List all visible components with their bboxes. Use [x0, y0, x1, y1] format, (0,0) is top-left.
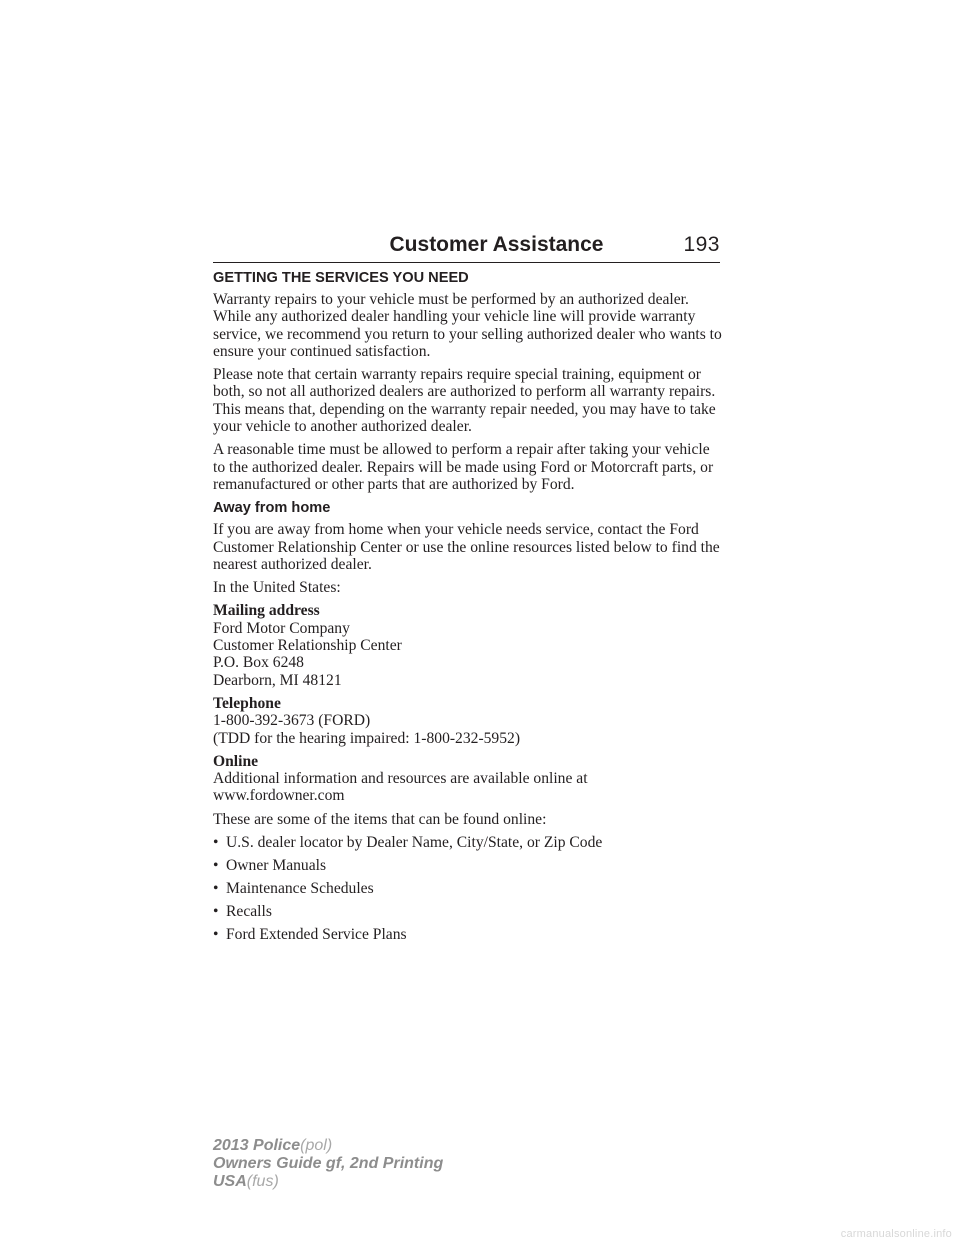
online-line: Additional information and resources are available online at	[213, 770, 588, 788]
list-item-text: Owner Manuals	[226, 857, 327, 874]
telephone-line: 1-800-392-3673 (FORD)	[213, 712, 371, 730]
list-item-text: Ford Extended Service Plans	[226, 925, 407, 943]
online-block	[213, 753, 725, 805]
bullet-icon: •	[213, 834, 219, 852]
footer-model: 2013 Police	[213, 1137, 301, 1154]
bullet-icon: •	[213, 902, 219, 920]
mailing-address-block	[213, 602, 725, 688]
page-footer	[213, 1137, 443, 1191]
section-heading: GETTING THE SERVICES YOU NEED	[213, 270, 469, 286]
list-item	[213, 857, 725, 874]
list-item	[213, 834, 725, 851]
page-number: 193	[683, 233, 720, 256]
footer-model-code: (pol)	[300, 1137, 333, 1154]
footer-market-code: (fus)	[246, 1173, 279, 1190]
list-item-text: Recalls	[226, 902, 272, 920]
away-from-home-heading: Away from home	[213, 500, 331, 517]
list-item	[213, 880, 725, 897]
mailing-line: Ford Motor Company	[213, 619, 350, 637]
online-url: www.fordowner.com	[213, 787, 345, 805]
mailing-line: Customer Relationship Center	[213, 637, 402, 655]
paragraph-special-training: Please note that certain warranty repairs require special training, equipment or both, so not all authorized dealers are authorized to perform all warranty repairs. This means that, depending on the warranty repair needed, you may have to take your vehicle to another authorized dealer.	[213, 366, 716, 436]
telephone-title: Telephone	[213, 694, 281, 712]
list-item	[213, 926, 725, 943]
list-item	[213, 903, 725, 920]
list-item-text: Maintenance Schedules	[226, 879, 374, 897]
bullet-icon: •	[213, 879, 219, 897]
footer-guide: Owners Guide gf, 2nd Printing	[213, 1155, 444, 1172]
chapter-title: Customer Assistance	[389, 233, 604, 256]
telephone-block	[213, 695, 725, 747]
page-header	[213, 230, 720, 263]
page-content	[213, 269, 725, 949]
footer-market: USA	[213, 1173, 247, 1190]
paragraph-warranty-repairs: Warranty repairs to your vehicle must be performed by an authorized dealer. While any authorized dealer handling your vehicle line will provide warranty service, we recommend you return to your selling authorized dealer who wants to ensure your continued satisfaction.	[213, 291, 722, 360]
watermark: carmanualsonline.info	[840, 1228, 952, 1240]
bullet-icon: •	[213, 857, 219, 874]
paragraph-items-intro: These are some of the items that can be found online:	[213, 810, 547, 828]
footer-line-model	[213, 1137, 443, 1155]
online-title: Online	[213, 752, 259, 770]
list-item-text: U.S. dealer locator by Dealer Name, City/State, or Zip Code	[226, 834, 603, 852]
paragraph-away-intro: If you are away from home when your vehicle needs service, contact the Ford Customer Relationship Center or use the online resources listed below to find the nearest authorized dealer.	[213, 521, 720, 573]
bullet-icon: •	[213, 925, 219, 943]
mailing-line: P.O. Box 6248	[213, 654, 304, 672]
telephone-line: (TDD for the hearing impaired: 1-800-232-5952)	[213, 729, 521, 747]
footer-line-market	[213, 1173, 443, 1191]
mailing-line: Dearborn, MI 48121	[213, 671, 342, 689]
paragraph-region: In the United States:	[213, 579, 341, 597]
mailing-address-title: Mailing address	[213, 602, 320, 620]
online-items-list	[213, 834, 725, 943]
paragraph-reasonable-time: A reasonable time must be allowed to perform a repair after taking your vehicle to the authorized dealer. Repairs will be made using Ford or Motorcraft parts, or remanufactured or other parts that are authorized by Ford.	[213, 441, 714, 493]
